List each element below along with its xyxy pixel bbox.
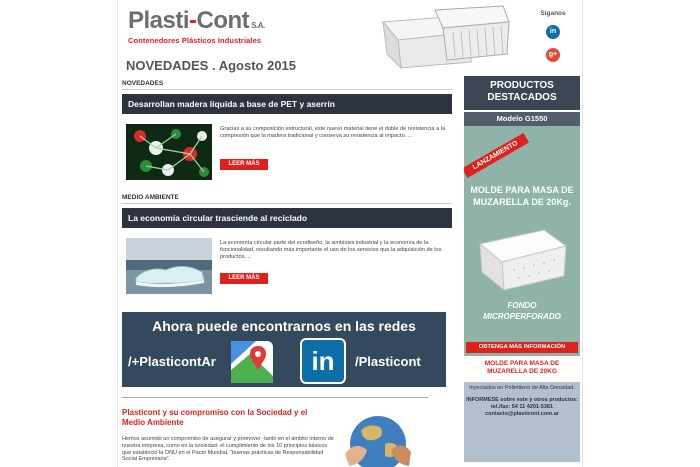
section-label-medio-ambiente: MEDIO AMBIENTE: [122, 194, 452, 204]
article-excerpt: La economía circular parte del ecodiseño, la simbiosis industrial y la economía de la funcionalidad, resultando más importante el uso de los servicios que la adquisición de los productos....: [220, 240, 442, 261]
more-info-button[interactable]: OBTENGA MÁS INFORMACIÓN: [466, 342, 578, 353]
banner-linkedin-handle: /Plasticont: [355, 354, 421, 369]
launch-tag: LANZAMIENTO: [464, 133, 529, 178]
section-label-novedades: NOVEDADES: [122, 80, 452, 90]
googleplus-icon[interactable]: g+: [546, 48, 560, 62]
banner-headline: Ahora puede encontrarnos en las redes: [152, 318, 416, 334]
info-phone: tel./fax: 54 11 4201-5381: [490, 404, 554, 410]
logo-suffix: S.A.: [251, 21, 265, 30]
article-item: [122, 236, 452, 308]
logo-tagline: Contenedores Plásticos Industriales: [128, 36, 262, 45]
article-excerpt: Gracias a su composición estructural, este nuevo material tiene el doble de resistencia a la compresión que la madera tradicional y conserva su resistencia al impacto. ...: [220, 126, 446, 140]
product-caption[interactable]: MOLDE PARA MASA DE MUZARELLA DE 20KG: [464, 356, 580, 382]
article-item: [122, 122, 452, 194]
info-material: Inyectados en Polietileno de Alta Densidad.: [469, 385, 575, 391]
newsletter-page: [117, 0, 583, 467]
article-title-bar[interactable]: Desarrollan madera líquida a base de PET y aserrín: [122, 94, 452, 114]
product-info-box: [464, 382, 580, 462]
logo-name-left: Plasti: [128, 7, 190, 34]
globe-hands-image: [333, 410, 423, 467]
info-email[interactable]: contacto@plasticont.com.ar: [485, 411, 559, 417]
read-more-button[interactable]: LEER MÁS: [220, 159, 268, 170]
molecules-thumbnail[interactable]: [126, 124, 212, 180]
environment-text: Hemos asumido un compromiso de asegurar y promover -tanto en el ámbito interno de nuestra empresa, como en la sociedad- el cumplimiento de los 10 principios básicos que estableció la ONU en el Pacto Mundial, "buenas prácticas de Responsabilidad Social Empresaria".: [122, 436, 334, 463]
product-model: Modelo G1550: [464, 112, 580, 126]
mold-product-image: [474, 224, 570, 294]
read-more-button[interactable]: LEER MÁS: [220, 273, 268, 284]
newsletter-title: NOVEDADES . Agosto 2015: [126, 58, 297, 73]
linkedin-big-icon: in: [300, 338, 346, 384]
linkedin-icon[interactable]: in: [546, 25, 560, 39]
main-column: [122, 80, 452, 308]
social-networks-banner[interactable]: [122, 312, 446, 387]
logo-dash: -: [189, 7, 197, 34]
follow-us-label: Síganos: [540, 10, 566, 17]
environment-heading[interactable]: Plasticont y su compromiso con la Sociedad y el Medio Ambiente: [122, 408, 308, 427]
article-title-bar[interactable]: La economía circular trasciende al reciclado: [122, 208, 452, 228]
google-maps-icon: [230, 340, 274, 384]
promo-title: MOLDE PARA MASA DE MUZARELLA DE 20Kg.: [470, 185, 574, 207]
section-divider: [122, 397, 428, 398]
logo-name-right: Cont: [196, 7, 250, 34]
info-inquiry: INFORMESE sobre este y otros productos:: [466, 397, 578, 403]
plasticont-logo[interactable]: [128, 8, 278, 48]
featured-products-sidebar: [464, 76, 580, 467]
banner-googleplus-handle: /+PlasticontAr: [128, 354, 216, 369]
sidebar-heading: PRODUCTOS DESTACADOS: [464, 76, 580, 110]
crates-header-image: [363, 2, 513, 72]
product-promo[interactable]: [464, 126, 580, 356]
shoe-thumbnail[interactable]: [126, 238, 212, 294]
promo-subtitle: FONDO MICROPERFORADO: [483, 301, 561, 321]
